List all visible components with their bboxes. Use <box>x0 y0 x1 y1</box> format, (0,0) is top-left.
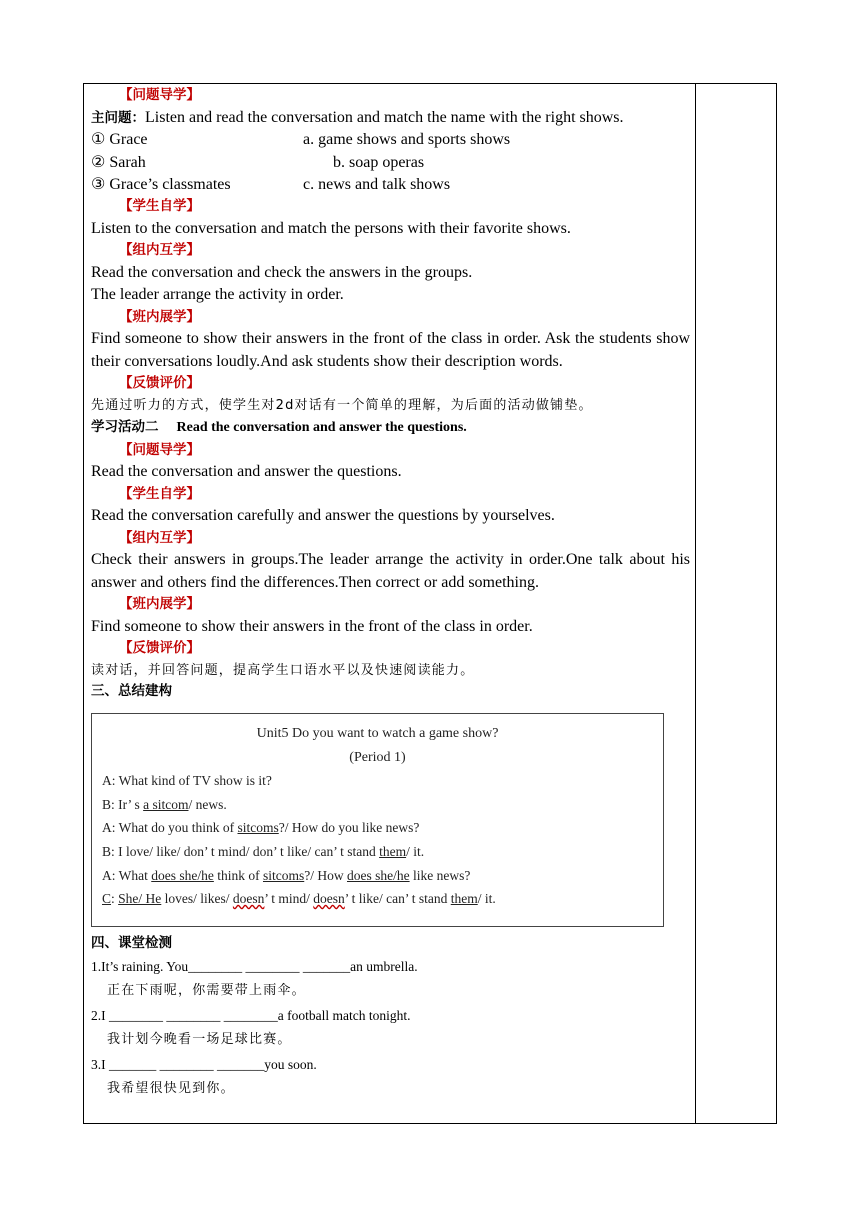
feedback-text-2: 读对话，并回答问题，提高学生口语水平以及快速阅读能力。 <box>91 662 475 678</box>
self-study-text: Listen to the conversation and match the persons with their favorite shows. <box>91 220 571 237</box>
lesson-content <box>91 85 690 1102</box>
class-show-text-2: Find someone to show their answers in the front of the class in order. <box>91 617 533 635</box>
test-question-1: 1.It’s raining. You________ ________ _______an umbrella. <box>91 958 418 974</box>
tag-question-guide: 【问题导学】 <box>119 87 200 103</box>
box-title: Unit5 Do you want to watch a game show? <box>256 726 499 741</box>
group-study-text-2: The leader arrange the activity in order. <box>91 286 344 304</box>
group-study-text-3: Check their answers in groups.The leader arrange the activity in order.One talk about his answer and others find the differences.Then correct or add something. <box>91 551 690 591</box>
box-line-2: B: Ir’ s a sitcom/ news. <box>102 796 227 812</box>
box-line-3: A: What do you think of sitcoms?/ How do you like news? <box>102 820 420 836</box>
group-study-text-1: Read the conversation and check the answers in the groups. <box>91 264 473 281</box>
tag-self-study: 【学生自学】 <box>119 198 200 215</box>
test-translation-3: 我希望很快见到你。 <box>107 1081 235 1097</box>
question-text-2: Read the conversation and answer the questions. <box>91 463 402 481</box>
box-line-6: C: She/ He loves/ likes/ doesn’ t mind/ doesn’ t like/ can’ t stand them/ it. <box>102 891 496 907</box>
box-period: (Period 1) <box>349 749 406 765</box>
feedback-text: 先通过听力的方式，使学生对2d对话有一个简单的理解，为后面的活动做铺垫。 <box>91 397 593 413</box>
test-question-3: 3.I _______ ________ _______you soon. <box>91 1056 317 1072</box>
test-question-2: 2.I ________ ________ ________a football match tonight. <box>91 1007 411 1023</box>
tag-self-study-2: 【学生自学】 <box>119 485 200 502</box>
tag-feedback-2: 【反馈评价】 <box>119 640 200 657</box>
summary-box <box>91 713 664 927</box>
box-line-4: B: I love/ like/ don’ t mind/ don’ t like/ can’ t stand them/ it. <box>102 843 425 859</box>
test-translation-1: 正在下雨呢，你需要带上雨伞。 <box>107 983 306 999</box>
main-question: 主问题：Listen and read the conversation and match the name with the right shows. <box>91 108 624 126</box>
match-row-2: ② Sarah b. soap operas <box>91 153 425 171</box>
tag-feedback: 【反馈评价】 <box>119 375 200 392</box>
box-line-1: A: What kind of TV show is it? <box>102 773 272 789</box>
tag-group-study-2: 【组内互学】 <box>119 529 200 546</box>
tag-class-show: 【班内展学】 <box>119 308 200 325</box>
self-study-text-2: Read the conversation carefully and answer the questions by yourselves. <box>91 507 555 525</box>
class-show-text: Find someone to show their answers in the front of the class in order. Ask the students show their conversations loudly.And ask students show their description words. <box>91 330 690 370</box>
box-line-5: A: What does she/he think of sitcoms?/ How does she/he like news? <box>102 867 471 883</box>
column-divider <box>695 83 696 1124</box>
test-heading: 四、课堂检测 <box>91 935 172 951</box>
tag-question-guide-2: 【问题导学】 <box>119 441 200 458</box>
match-row-3: ③ Grace’s classmates c. news and talk shows <box>91 176 451 193</box>
tag-class-show-2: 【班内展学】 <box>119 596 200 613</box>
test-translation-2: 我计划今晚看一场足球比赛。 <box>107 1032 292 1048</box>
activity-two-title: 学习活动二 Read the conversation and answer the questions. <box>91 419 467 436</box>
summary-heading: 三、总结建构 <box>91 683 172 700</box>
tag-group-study: 【组内互学】 <box>119 242 200 259</box>
match-row-1: ① Grace a. game shows and sports shows <box>91 131 511 149</box>
